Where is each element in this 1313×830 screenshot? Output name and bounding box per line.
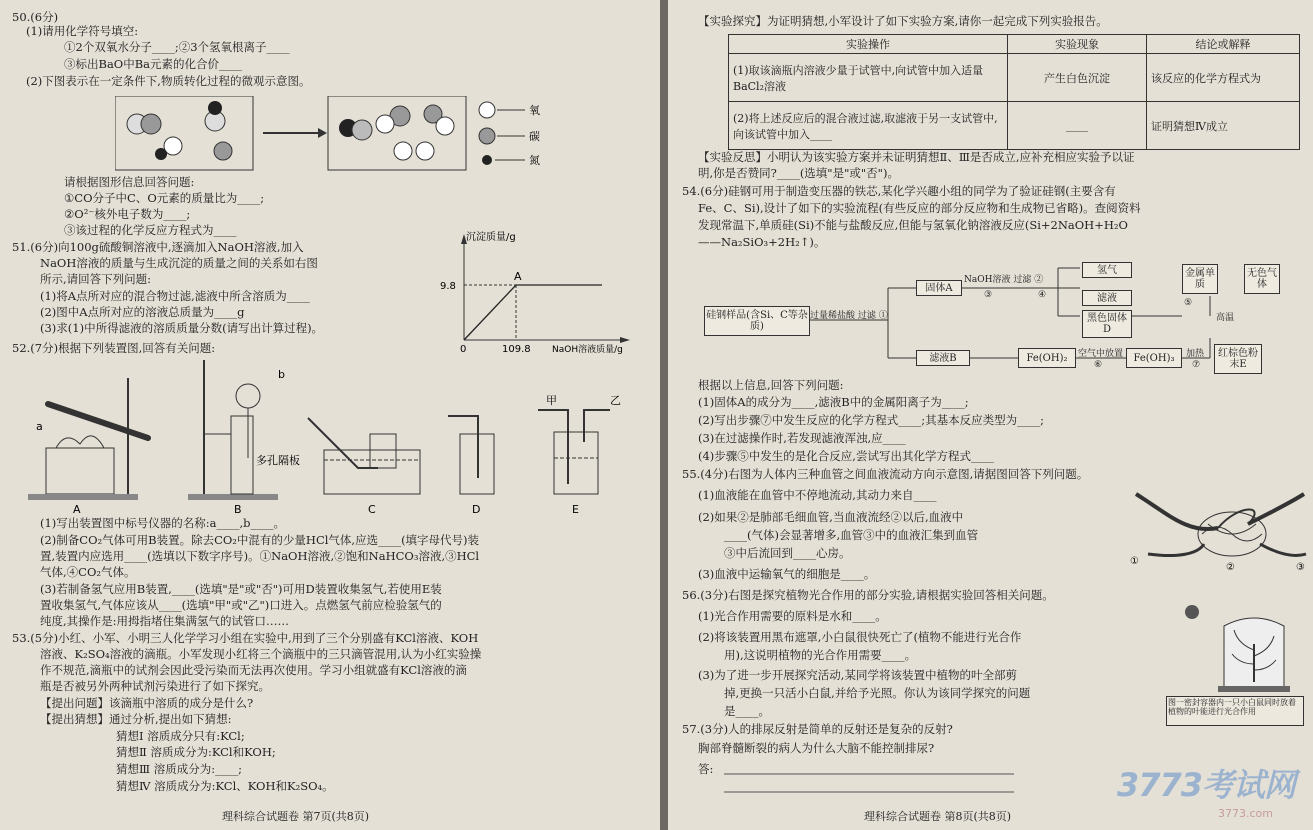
watermark-url: 3773.com	[1218, 807, 1273, 820]
left-line-23: 53.(5分)小红、小军、小明三人化学学习小组在实验中,用到了三个分别盛有KCl溶液、KOH	[12, 631, 479, 645]
left-line-25: 作不规范,滴瓶中的试剂会因此受污染而无法再次使用。学习小组就盛有KCl溶液的滴	[40, 663, 467, 677]
vessel-2: ②	[1226, 562, 1235, 573]
flow-colorless: 无色气体	[1244, 264, 1280, 294]
left-line-31: 猜想Ⅲ 溶质成分为:____;	[116, 762, 242, 776]
flow-black-d: 黑色固体D	[1082, 310, 1132, 338]
svg-text:E: E	[572, 503, 579, 514]
precipitate-graph	[432, 228, 642, 356]
right-line-11: 55.(4分)右图为人体内三种血管之间血液流动方向示意图,请据图回答下列问题。	[682, 467, 1089, 481]
watermark-logo: 3773考试网	[1116, 766, 1295, 804]
flow-feoh2: Fe(OH)₂	[1018, 348, 1076, 368]
left-line-30: 猜想Ⅱ 溶质成分为:KCl和KOH;	[116, 745, 276, 759]
right-line-0: 【实验反思】小明认为该实验方案并未证明猜想Ⅱ、Ⅲ是否成立,应补充相应实验予以证	[698, 150, 1135, 164]
legend-oxygen: 氧	[529, 104, 540, 117]
graph-ylabel: 沉淀质量/g	[466, 232, 516, 243]
flow-step1: 过量稀盐酸 过滤 ①	[810, 311, 888, 321]
right-line-3: Fe、C、Si),设计了如下的实验流程(有些反应的部分反应物和生成物已省略)。查阅资料	[698, 201, 1141, 215]
right-line-5: ——Na₂SiO₃+2H₂↑)。	[698, 235, 826, 249]
right-line-18: (1)光合作用需要的原料是水和____。	[698, 609, 887, 623]
left-line-0: 50.(6分)	[12, 10, 59, 24]
right-line-21: (3)为了进一步开展探究活动,某同学将该装置中植物的叶全部剪	[698, 668, 1017, 682]
left-line-9: 51.(6分)向100g硫酸铜溶液中,逐滴加入NaOH溶液,加入	[12, 240, 304, 254]
left-line-11: 所示,请回答下列问题:	[40, 272, 152, 286]
svg-text:B: B	[234, 503, 242, 514]
graph-xtick: 109.8	[502, 344, 531, 355]
left-line-6: ①CO分子中C、O元素的质量比为____;	[64, 191, 265, 205]
cell-con-2: 证明猜想Ⅳ成立	[1147, 102, 1300, 150]
left-line-16: (1)写出装置图中标号仪器的名称:a____,b____。	[40, 516, 286, 530]
right-line-1: 明,你是否赞同?____(选填"是"或"否")。	[698, 166, 899, 180]
apparatus-c	[308, 418, 420, 514]
flow-n6: ⑥	[1094, 360, 1103, 370]
plant-experiment-diagram	[1166, 600, 1306, 694]
apparatus-d	[448, 416, 494, 514]
right-line-20: 用),这说明植物的光合作用需要____。	[724, 648, 917, 662]
left-line-19: 气体,④CO₂气体。	[40, 565, 136, 579]
left-line-12: (1)将A点所对应的混合物过滤,滤液中所含溶质为____	[40, 289, 310, 303]
graph-point-a: A	[514, 270, 522, 283]
left-line-32: 猜想Ⅳ 溶质成分为:KCl、KOH和K₂SO₄。	[116, 779, 334, 793]
left-line-17: (2)制备CO₂气体可用B装置。除去CO₂中混有的少量HCl气体,应选____(填字母代号)装	[40, 533, 480, 547]
flow-metal: 金属单质	[1182, 264, 1218, 294]
experiment-table	[728, 34, 1300, 150]
flow-air: 空气中放置	[1078, 349, 1124, 359]
right-line-10: (4)步骤⑤中发生的是化合反应,尝试写出其化学方程式____	[698, 449, 994, 463]
lab-apparatus	[28, 358, 638, 514]
blood-vessel-diagram	[1128, 484, 1310, 574]
legend-atoms	[479, 102, 540, 167]
left-line-5: 请根据图形信息回答问题:	[64, 175, 195, 189]
left-line-22: 纯度,其操作是:用拇指堵住集满氢气的试管口……	[40, 614, 290, 628]
flow-filtrate-b: 滤液B	[916, 350, 970, 366]
svg-text:A: A	[73, 503, 81, 514]
right-line-24: 57.(3分)人的排尿反射是简单的反射还是复杂的反射?	[682, 722, 953, 736]
right-line-2: 54.(6分)硅钢可用于制造变压器的铁芯,某化学兴趣小组的同学为了验证硅钢(主要含有	[682, 184, 1116, 198]
right-line-4: 发现常温下,单质硅(Si)不能与盐酸反应,但能与氢氧化钠溶液反应(Si+2NaOH+H₂O	[698, 218, 1128, 232]
flow-filtrate: 滤液	[1082, 290, 1132, 306]
label-plate: 多孔隔板	[256, 454, 300, 467]
flow-gas: 氢气	[1082, 262, 1132, 278]
right-line-13: (2)如果②是肺部毛细血管,当血液流经②以后,血液中	[698, 510, 964, 524]
right-line-23: 是____。	[724, 704, 770, 718]
flow-heat: 加热	[1186, 349, 1205, 359]
right-line-26: 答:	[698, 762, 714, 776]
apparatus-e	[538, 394, 621, 514]
left-line-10: NaOH溶液的质量与生成沉淀的质量之间的关系如右图	[40, 256, 318, 270]
right-line-8: (2)写出步骤⑦中发生反应的化学方程式____;其基本反应类型为____;	[698, 413, 1045, 427]
right-line-9: (3)在过滤操作时,若发现滤液浑浊,应____	[698, 431, 906, 445]
flow-start: 硅钢样品(含Si、C等杂质)	[704, 306, 810, 336]
left-line-7: ②O²⁻核外电子数为____;	[64, 207, 191, 221]
left-line-13: (2)图中A点所对应的溶液总质量为____g	[40, 305, 245, 319]
legend-carbon: 碳	[529, 130, 540, 143]
right-line-15: ③中后流回到____心房。	[724, 546, 851, 560]
cell-op-1: (1)取该滴瓶内溶液少量于试管中,向试管中加入适量BaCl₂溶液	[729, 54, 1008, 102]
label-b: b	[278, 368, 285, 381]
flow-n4: ④	[1038, 290, 1047, 300]
left-line-4: (2)下图表示在一定条件下,物质转化过程的微观示意图。	[26, 74, 311, 88]
left-line-14: (3)求(1)中所得滤液的溶质质量分数(请写出计算过程)。	[40, 321, 324, 335]
right-line-22: 掉,更换一只活小白鼠,并给予光照。你认为该同学探究的问题	[724, 686, 1031, 700]
left-line-8: ③该过程的化学反应方程式为____	[64, 223, 237, 237]
apparatus-a	[28, 378, 148, 514]
left-line-21: 置收集氢气,气体应该从____(选填"甲"或"乙")口进入。点燃氢气前应检验氢气的	[40, 598, 442, 612]
answer-lines	[724, 770, 1024, 810]
label-jia: 甲	[546, 394, 557, 407]
right-line-7: (1)固体A的成分为____,滤液B中的金属阳离子为____;	[698, 395, 969, 409]
graph-xlabel: NaOH溶液质量/g	[552, 345, 623, 355]
left-line-1: (1)请用化学符号填空:	[26, 24, 139, 38]
molecule-group-left	[127, 101, 232, 160]
flow-solid-a: 固体A	[916, 280, 962, 296]
graph-origin: 0	[460, 344, 467, 355]
legend-nitrogen: 氮	[529, 154, 540, 167]
left-line-18: 置,装置内应选用____(选填以下数字序号)。①NaOH溶液,②饱和NaHCO₃溶液,③HCl	[40, 549, 480, 563]
label-yi: 乙	[610, 394, 621, 407]
svg-text:C: C	[368, 503, 376, 514]
right-line-6: 根据以上信息,回答下列问题:	[698, 378, 844, 392]
left-line-28: 【提出猜想】通过分析,提出如下猜想:	[40, 712, 232, 726]
left-line-2: ①2个双氧水分子____;②3个氢氧根离子____	[64, 40, 290, 54]
right-line-19: (2)将该装置用黑布遮罩,小白鼠很快死亡了(植物不能进行光合作	[698, 630, 1022, 644]
right-line-16: (3)血液中运输氧气的细胞是____。	[698, 567, 876, 581]
left-line-27: 【提出问题】该滴瓶中溶质的成分是什么?	[40, 696, 254, 710]
page-8	[668, 0, 1313, 830]
left-line-3: ③标出BaO中Ba元素的化合价____	[64, 57, 243, 71]
cell-ph-2: ____	[1008, 102, 1147, 150]
vessel-1: ①	[1130, 556, 1139, 567]
experiment-intro: 【实验探究】为证明猜想,小军设计了如下实验方案,请你一起完成下列实验报告。	[698, 14, 1108, 28]
label-a: a	[36, 420, 43, 433]
right-line-17: 56.(3分)右图是探究植物光合作用的部分实验,请根据实验回答相关问题。	[682, 588, 1054, 602]
right-line-12: (1)血液能在血管中不停地流动,其动力来自____	[698, 488, 937, 502]
th-phenomenon: 实验现象	[1008, 35, 1147, 54]
th-operation: 实验操作	[729, 35, 1008, 54]
flow-feoh3: Fe(OH)₃	[1126, 348, 1182, 368]
flow-n5: ⑤	[1184, 298, 1193, 308]
graph-ytick: 9.8	[440, 281, 456, 292]
flow-n7: ⑦	[1192, 360, 1201, 370]
right-line-25: 胸部脊髓断裂的病人为什么大脑不能控制排尿?	[698, 741, 935, 755]
flow-n3: ③	[984, 290, 993, 300]
th-conclusion: 结论或解释	[1147, 35, 1300, 54]
left-line-26: 瓶是否被另外两种试剂污染进行了如下探究。	[40, 679, 270, 693]
cell-op-2: (2)将上述反应后的混合液过滤,取滤液于另一支试管中,向该试管中加入____	[729, 102, 1008, 150]
plant-caption: 图一密封容器内一只小白鼠同时放着植物的叶能进行光合作用	[1166, 696, 1304, 726]
left-line-20: (3)若制备氢气应用B装置,____(选填"是"或"否")可用D装置收集氢气,若使用E装	[40, 582, 442, 596]
vessel-3: ③	[1296, 562, 1305, 573]
page-gutter	[660, 0, 668, 830]
micro-reaction-diagram	[115, 96, 585, 172]
footer-page-8: 理科综合试题卷 第8页(共8页)	[864, 810, 1012, 823]
left-line-15: 52.(7分)根据下列装置图,回答有关问题:	[12, 341, 216, 355]
flow-naoh: NaOH溶液 过滤 ②	[964, 275, 1044, 285]
cell-con-1: 该反应的化学方程式为	[1147, 54, 1300, 102]
footer-page-7: 理科综合试题卷 第7页(共8页)	[222, 810, 370, 823]
right-line-14: ____(气体)会显著增多,血管③中的血液汇集到血管	[724, 528, 979, 542]
flow-high: 高温	[1216, 313, 1235, 323]
left-line-29: 猜想Ⅰ 溶质成分只有:KCl;	[116, 729, 245, 743]
svg-text:D: D	[472, 503, 481, 514]
molecule-group-right	[339, 105, 454, 160]
cell-ph-1: 产生白色沉淀	[1008, 54, 1147, 102]
left-line-24: 溶液、K₂SO₄溶液的滴瓶。小军发现小红将三个滴瓶中的三只滴管混用,认为小红实验操	[40, 647, 482, 661]
flow-red-e: 红棕色粉末E	[1214, 344, 1262, 374]
apparatus-b	[188, 360, 300, 514]
